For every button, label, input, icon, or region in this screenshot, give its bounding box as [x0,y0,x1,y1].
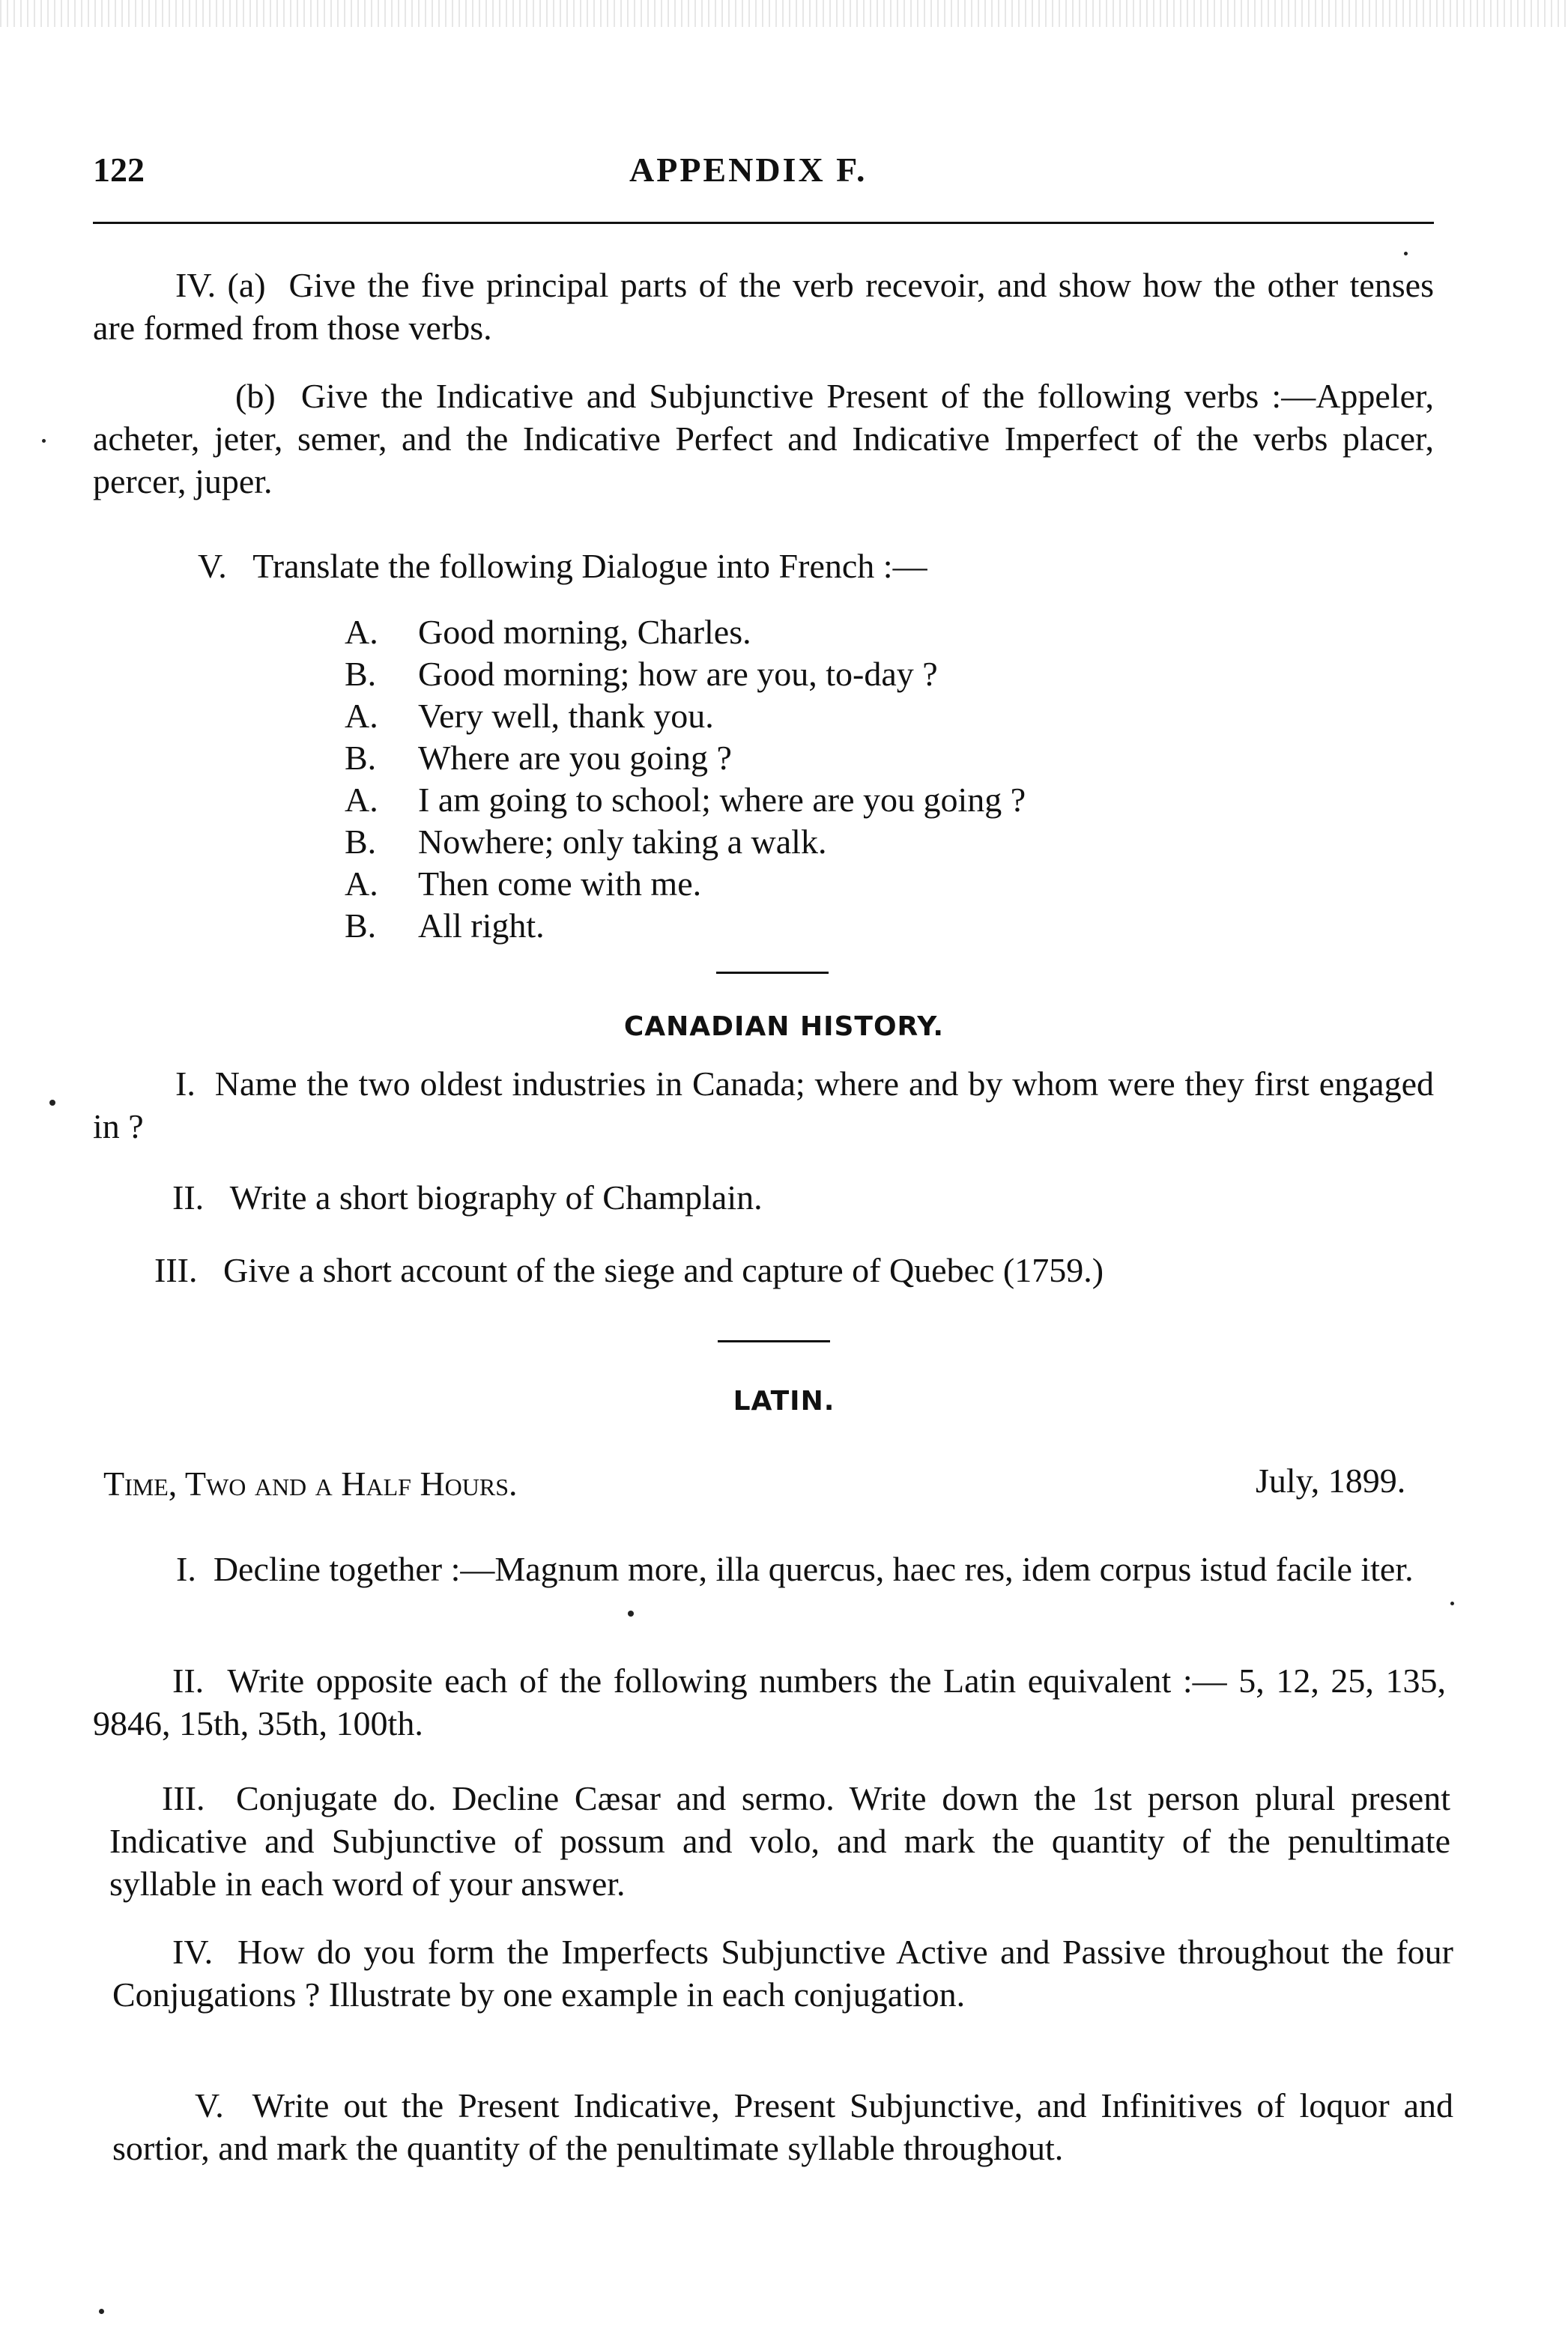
question-number: I. [176,1550,196,1588]
question-text: How do you form the Imperfects Subjunctive Active and Passive throughout the four Conjugations ? Illustrate by one example in each conjugation. [112,1933,1454,2014]
page-title: APPENDIX F. [629,151,868,189]
latin-question-1 [105,1548,1446,1590]
section-heading-canadian-history: CANADIAN HISTORY. [623,1011,945,1042]
question-text: Give the five principal parts of the verb recevoir, and show how the other tenses are formed from those verbs. [93,266,1434,347]
history-question-1 [93,1062,1434,1148]
latin-question-4 [112,1930,1453,2016]
question-text: Give the Indicative and Subjunctive Present of the following verbs :—Appeler, acheter, jeter, semer, and the Indicative Perfect and Indicative Imperfect of the verbs placer, percer, juper. [93,377,1435,500]
french-question-4a [93,264,1434,349]
question-number: (b) [235,377,276,415]
dialogue-line: A. I am going to school; where are you going ? [345,781,1026,819]
header-rule [93,222,1434,224]
question-number: V. [198,547,227,585]
question-text: Write opposite each of the following numbers the Latin equivalent :— 5, 12, 25, 135, 9846, 15th, 35th, 100th. [93,1662,1447,1742]
question-text: Decline together :—Magnum more, illa quercus, haec res, idem corpus istud facile iter. [213,1550,1414,1588]
french-question-4b [93,375,1434,503]
latin-question-5 [112,2084,1453,2169]
section-heading-latin: LATIN. [733,1386,835,1417]
scan-speck [1450,1602,1454,1605]
question-text: Name the two oldest industries in Canada; where and by whom were they first engaged in ? [93,1064,1434,1145]
latin-question-2 [93,1659,1446,1745]
dialogue-line: A. Good morning, Charles. [345,613,751,651]
question-text: Give a short account of the siege and capture of Quebec (1759.) [223,1251,1104,1289]
question-number: III. [154,1251,198,1289]
scan-speck [628,1611,634,1617]
question-number: II. [172,1178,205,1217]
scan-speck [1404,252,1408,255]
scan-speck [49,1100,55,1106]
page-number: 122 [93,151,145,189]
section-divider [718,1340,830,1342]
question-number: IV. (a) [175,266,266,304]
scan-speck [99,2309,104,2314]
dialogue-line: A. Very well, thank you. [345,697,714,735]
latin-question-3 [109,1777,1450,1905]
question-number: III. [162,1779,205,1817]
dialogue-line: B. All right. [345,906,545,945]
question-text: Translate the following Dialogue into French :— [252,547,927,585]
dialogue-line: B. Where are you going ? [345,739,732,777]
question-number: IV. [172,1933,214,1971]
question-text: Conjugate do. Decline Cæsar and sermo. Write down the 1st person plural present Indicative and Subjunctive of possum and volo, and mark the quantity of the penultimate syllable in each word of your answer. [109,1779,1450,1903]
dialogue-line: A. Then come with me. [345,864,702,903]
dialogue-line: B. Good morning; how are you, to-day ? [345,655,938,693]
question-number: V. [195,2086,224,2124]
scan-speck [42,439,46,443]
history-question-2 [172,1176,763,1219]
french-question-5 [93,545,1434,587]
history-question-3 [154,1249,1104,1291]
section-divider [716,972,829,974]
dialogue-line: B. Nowhere; only taking a walk. [345,823,827,861]
exam-time: Time, Two and a Half Hours. [103,1465,518,1503]
question-text: Write out the Present Indicative, Present Subjunctive, and Infinitives of loquor and sortior, and mark the quantity of the penultimate syllable throughout. [112,2086,1453,2167]
exam-date: July, 1899. [1256,1462,1406,1500]
question-number: II. [172,1662,205,1700]
question-number: I. [175,1064,196,1103]
question-text: Write a short biography of Champlain. [229,1178,763,1217]
scan-noise [0,0,1568,27]
